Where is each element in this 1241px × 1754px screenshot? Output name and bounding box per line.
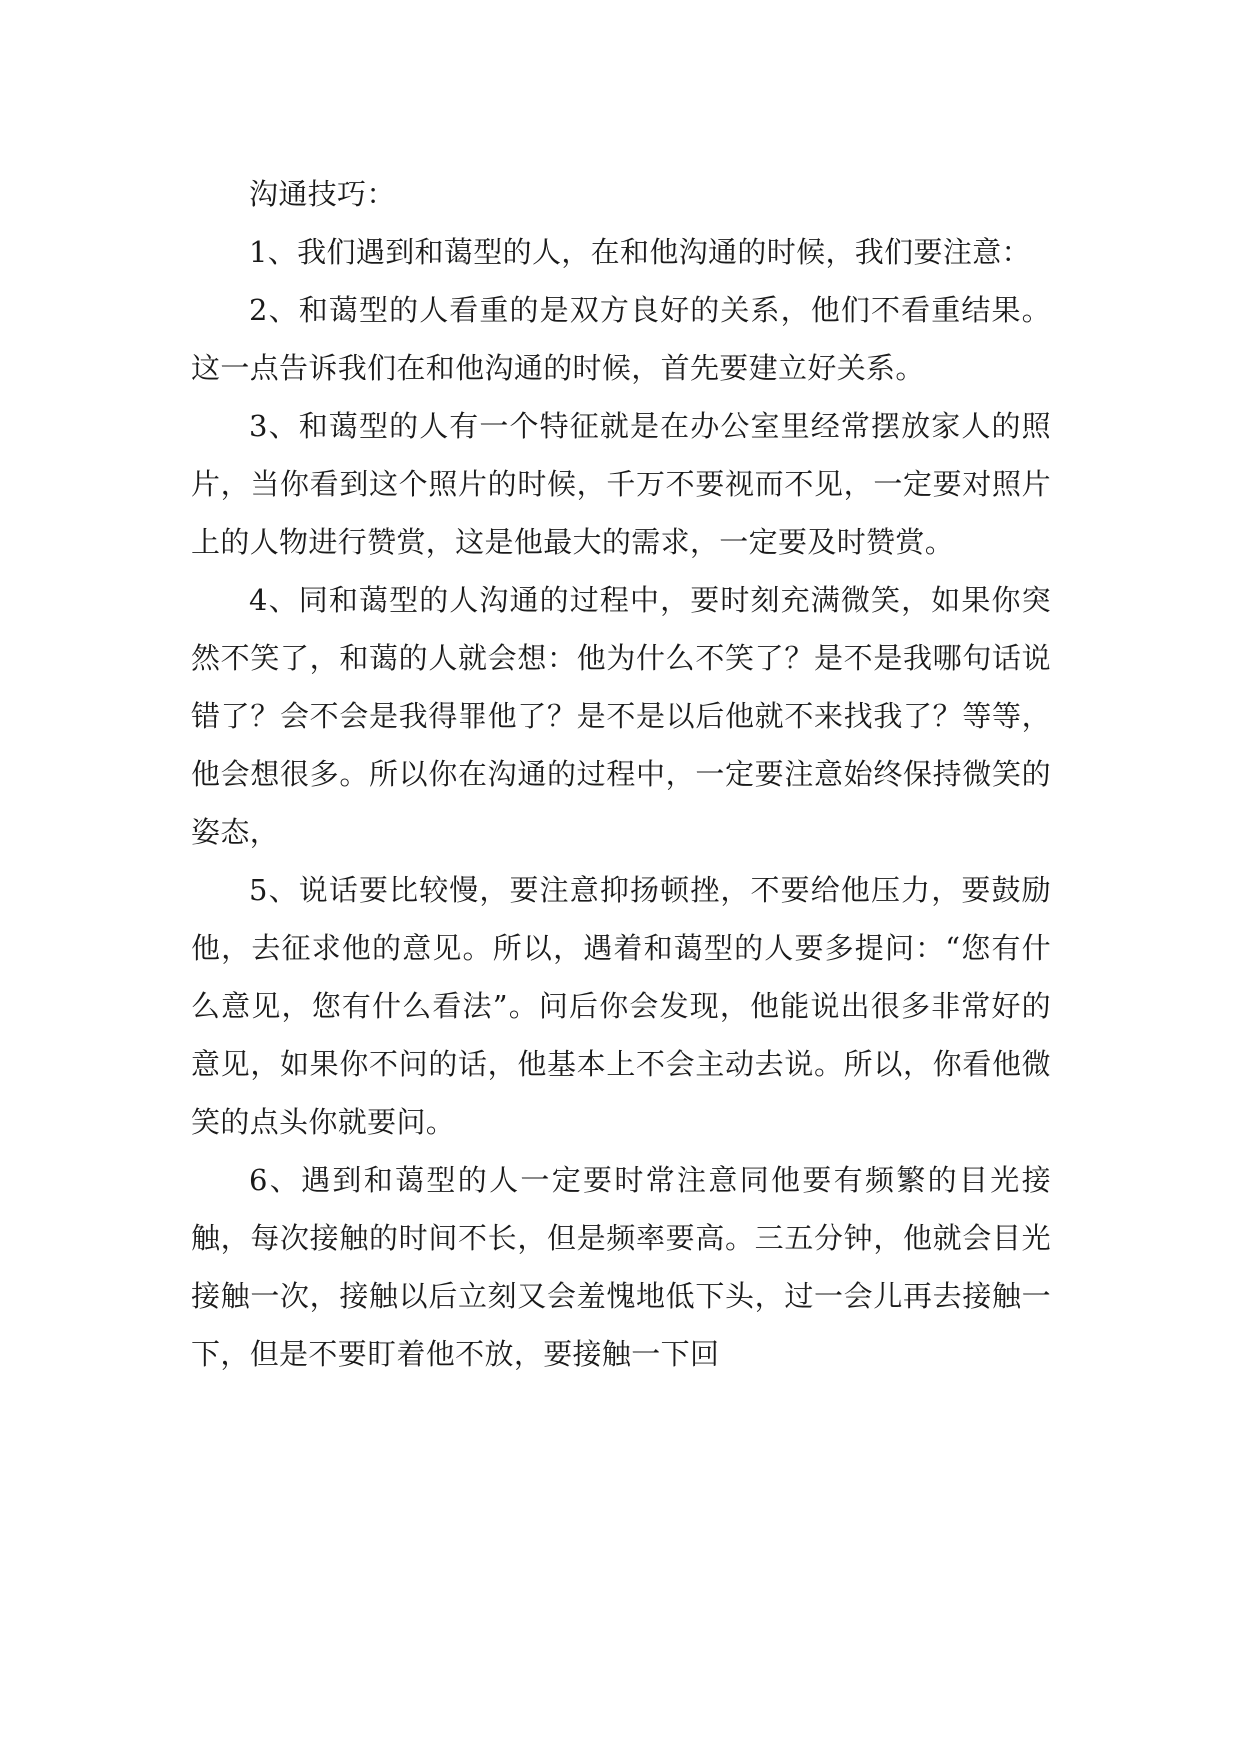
paragraph-3: 3、和蔼型的人有一个特征就是在办公室里经常摆放家人的照片，当你看到这个照片的时候，千万不要视而不见，一定要对照片上的人物进行赞赏，这是他最大的需求，一定要及时赞赏。 xyxy=(191,409,1051,559)
paragraph-2: 2、和蔼型的人看重的是双方良好的关系，他们不看重结果。这一点告诉我们在和他沟通的时候，首先要建立好关系。 xyxy=(191,293,1051,385)
document-body xyxy=(191,165,1051,1383)
paragraph-1: 1、我们遇到和蔼型的人，在和他沟通的时候，我们要注意： xyxy=(249,235,1031,269)
paragraph-4: 4、同和蔼型的人沟通的过程中，要时刻充满微笑，如果你突然不笑了，和蔼的人就会想：他为什么不笑了？是不是我哪句话说错了？会不会是我得罪他了？是不是以后他就不来找我了？等等，他会想很多。所以你在沟通的过程中，一定要注意始终保持微笑的姿态， xyxy=(191,583,1051,849)
section-heading: 沟通技巧： xyxy=(249,177,396,211)
paragraph-5: 5、说话要比较慢，要注意抑扬顿挫，不要给他压力，要鼓励他，去征求他的意见。所以，遇着和蔼型的人要多提问：“您有什么意见，您有什么看法”。问后你会发现，他能说出很多非常好的意见，如果你不问的话，他基本上不会主动去说。所以，你看他微笑的点头你就要问。 xyxy=(191,873,1051,1139)
paragraph-6: 6、遇到和蔼型的人一定要时常注意同他要有频繁的目光接触，每次接触的时间不长，但是频率要高。三五分钟，他就会目光接触一次，接触以后立刻又会羞愧地低下头，过一会儿再去接触一下，但是不要盯着他不放，要接触一下回 xyxy=(191,1163,1051,1371)
